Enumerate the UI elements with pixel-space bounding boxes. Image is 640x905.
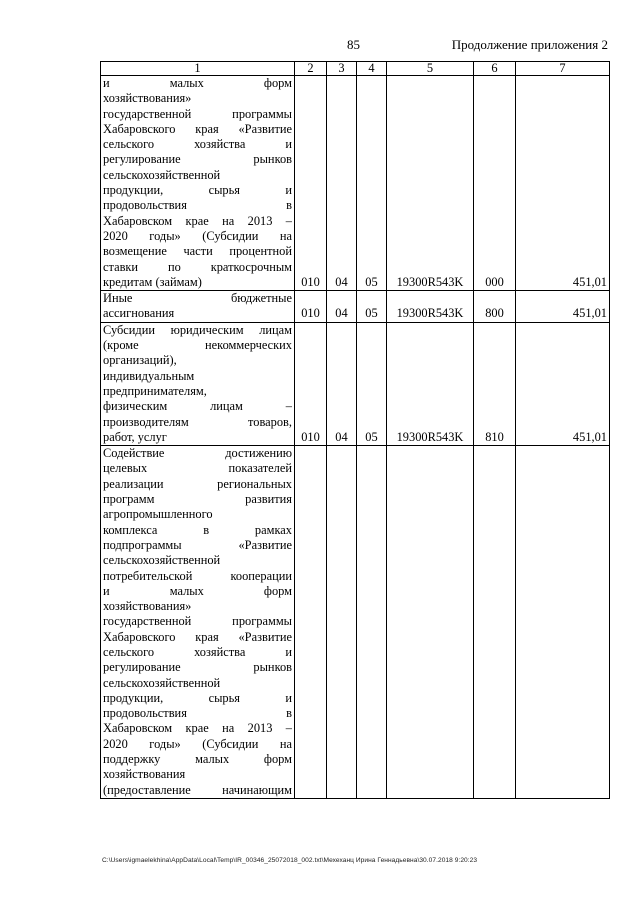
row-name-line: программ развития [103,492,292,507]
row-name-line: и малых форм [103,76,292,90]
row-name-line: ассигнования [103,306,175,321]
table-row [101,322,610,445]
column-header: 5 [387,62,474,76]
page-number: 85 [347,37,360,52]
section-cell: 04 [327,291,357,323]
file-path-footer: C:\Users\igmaelekhina\AppData\Local\Temp\IR_00346_25072018_002.txt\Мехеханц Ирина Геннадьевна\30.07.2018 9:20:23 [102,857,478,864]
amount-cell: 451,01 [516,76,610,291]
expense-type-cell: 800 [474,291,516,323]
row-name-line: агропромышленного [103,507,213,522]
target-article-cell: 19300R543K [387,291,474,323]
column-header: 4 [357,62,387,76]
row-name-cell [101,76,295,291]
row-name-line: целевых показателей [103,461,292,476]
row-name-line: Хабаровском крае на 2013 – [103,721,292,736]
code-cell: 010 [295,291,327,323]
continuation-label: Продолжение приложения 2 [451,37,608,52]
row-name-line: поддержку малых форм [103,752,292,767]
row-name-line: организаций), [103,353,177,368]
row-name-line: хозяйствования» [103,599,192,614]
column-header: 1 [101,62,295,76]
row-name-line: (кроме некоммерческих [103,338,292,353]
code-cell [295,446,327,799]
row-name-line: и малых форм [103,583,292,598]
target-article-cell [387,446,474,799]
row-name-line: Хабаровского края «Развитие [103,121,292,136]
section-cell: 04 [327,76,357,291]
row-name-line: Иные бюджетные [103,291,292,306]
row-name-line: работ, услуг [103,429,167,444]
row-name-line: сельскохозяйственной [103,167,221,182]
subsection-cell: 05 [357,322,387,445]
budget-table [100,61,610,799]
row-name-cell [101,322,295,445]
row-name-line: подпрограммы «Развитие [103,537,292,552]
row-name-line: регулирование рынков [103,660,292,675]
target-article-cell: 19300R543K [387,76,474,291]
row-name-line: возмещение части процентной [103,244,292,259]
row-name-line: Субсидии юридическим лицам [103,322,292,337]
subsection-cell [357,446,387,799]
row-name-line: Содействие достижению [103,446,292,461]
row-name-line: продукции, сырья и [103,690,292,705]
row-name-line: физическим лицам – [103,399,292,414]
row-name-line: продукции, сырья и [103,183,292,198]
row-name-line: сельского хозяйства и [103,644,292,659]
row-name-line: 2020 годы» (Субсидии на [103,228,292,243]
row-name-line: 2020 годы» (Субсидии на [103,736,292,751]
row-name-line: предпринимателям, [103,383,207,398]
expense-type-cell [474,446,516,799]
row-name-line: хозяйствования» [103,91,192,106]
row-name-line: государственной программы [103,614,292,629]
amount-cell [516,446,610,799]
row-name-line: реализации региональных [103,476,292,491]
row-name-line: хозяйствования [103,767,186,782]
expense-type-cell: 810 [474,322,516,445]
expense-type-cell: 000 [474,76,516,291]
column-header: 3 [327,62,357,76]
row-name-line: продовольствия в [103,198,292,213]
row-name-line: сельского хозяйства и [103,137,292,152]
table-row [101,446,610,799]
row-name-line: Хабаровского края «Развитие [103,629,292,644]
code-cell: 010 [295,76,327,291]
row-name-line: ставки по краткосрочным [103,259,292,274]
row-name-line: потребительской кооперации [103,568,292,583]
code-cell: 010 [295,322,327,445]
table-row [101,291,610,323]
row-name-cell [101,446,295,799]
row-name-line: государственной программы [103,106,292,121]
row-name-cell [101,291,295,323]
column-header: 2 [295,62,327,76]
row-name-line: сельскохозяйственной [103,675,221,690]
section-cell: 04 [327,322,357,445]
column-header: 6 [474,62,516,76]
row-name-line: комплекса в рамках [103,522,292,537]
target-article-cell: 19300R543K [387,322,474,445]
row-name-line: кредитам (займам) [103,274,202,289]
amount-cell: 451,01 [516,322,610,445]
subsection-cell: 05 [357,291,387,323]
row-name-line: регулирование рынков [103,152,292,167]
amount-cell: 451,01 [516,291,610,323]
row-name-line: Хабаровском крае на 2013 – [103,213,292,228]
row-name-line: сельскохозяйственной [103,553,221,568]
subsection-cell: 05 [357,76,387,291]
section-cell [327,446,357,799]
row-name-line: производителям товаров, [103,414,292,429]
row-name-line: продовольствия в [103,706,292,721]
column-header: 7 [516,62,610,76]
row-name-line: (предоставление начинающим [103,782,292,797]
row-name-line: индивидуальным [103,368,195,383]
table-row [101,76,610,291]
header-row [101,62,610,76]
